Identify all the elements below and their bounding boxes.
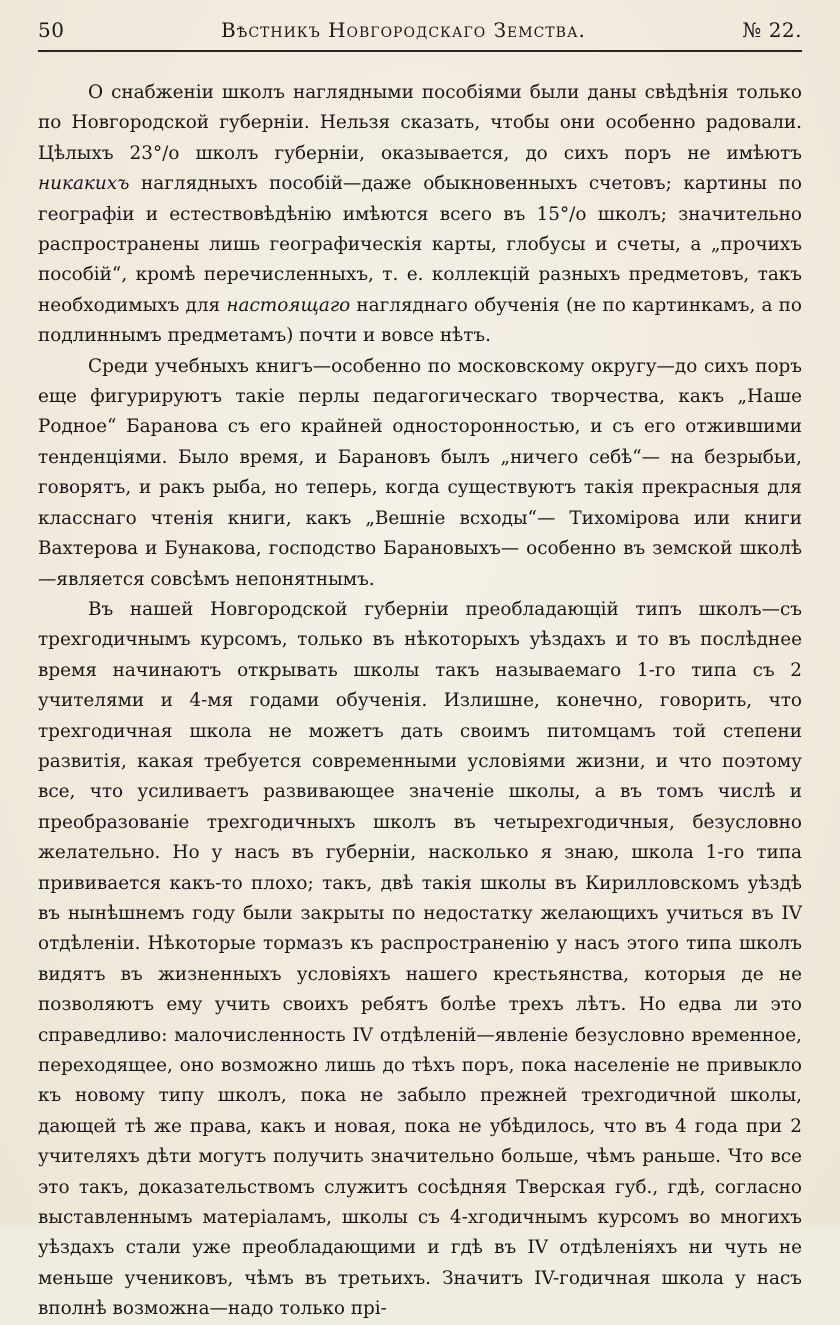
running-header	[38, 18, 802, 48]
article-body	[38, 78, 802, 1325]
paragraph-1-text-a: О снабженіи школъ наглядными пособіями были даны свѣдѣнія только по Новгородской губерніи. Нельзя сказать, чтобы они особенно радовали. Цѣлыхъ 23°/о школъ губерніи, оказывается, до сихъ поръ не имѣютъ	[38, 82, 802, 164]
emphasis-nastoyashchago: настоящаго	[226, 294, 351, 316]
journal-title: Вѣстникъ Новгородскаго Земства.	[220, 18, 586, 42]
paragraph-teaching-aids	[38, 78, 802, 352]
issue-number: № 22.	[742, 18, 802, 42]
page-number: 50	[38, 18, 65, 42]
emphasis-nikakikh: никакихъ	[38, 173, 130, 195]
paragraph-school-types: Въ нашей Новгородской губерніи преобладающій типъ школъ—съ трехгодичнымъ курсомъ, только въ нѣкоторыхъ уѣздахъ и то въ послѣднее время начинаютъ открывать школы такъ называемаго 1-го типа съ 2 учителями и 4-мя годами обученія. Излишне, конечно, говорить, что трехгодичная школа не можетъ дать своимъ питомцамъ той степени развитія, какая требуется современными условіями жизни, и что поэтому все, что усиливаетъ развивающее значеніе школы, а въ томъ числѣ и преобразованіе трехгодичныхъ школъ въ четырехгодичныя, безусловно желательно. Но у насъ въ губерніи, насколько я знаю, школа 1-го типа прививается какъ-то плохо; такъ, двѣ такія школы въ Кирилловскомъ уѣздѣ въ нынѣшнемъ году были закрыты по недостатку желающихъ учиться въ IV отдѣленіи. Нѣкоторые тормазъ къ распространенію у насъ этого типа школъ видятъ въ жизненныхъ условіяхъ нашего крестьянства, которыя де не позволяютъ ему учить своихъ ребятъ болѣе трехъ лѣтъ. Но едва ли это справедливо: малочисленность IV отдѣленій—явленіе безусловно временное, переходящее, оно возможно лишь до тѣхъ поръ, пока населеніе не привыкло къ новому типу школъ, пока не забыло прежней трехгодичной школы, дающей тѣ же права, какъ и новая, пока не убѣдилось, что въ 4 года при 2 учителяхъ дѣти могутъ получить значительно больше, чѣмъ раньше. Что все это такъ, доказательствомъ служитъ сосѣдняя Тверская губ., гдѣ, согласно выставленнымъ матеріаламъ, школы съ 4-хгодичнымъ курсомъ во многихъ уѣздахъ стали уже преобладающими и гдѣ въ IV отдѣленіяхъ ни чуть не меньше учениковъ, чѣмъ въ третьихъ. Значитъ IV-годичная школа у насъ вполнѣ возможна—надо только прі-	[38, 598, 802, 1320]
header-rule	[38, 50, 802, 52]
paragraph-1-text-c: нагляднаго обученія (не по картинкамъ, а по подлиннымъ предметамъ) почти и вовсе нѣтъ.	[38, 294, 803, 347]
paragraph-1-text-b: наглядныхъ пособій—даже обыкновенныхъ счетовъ; картины по географіи и естествовѣдѣнію имѣются всего въ 15°/о школъ; значительно распространены лишь географическія карты, глобусы и счеты, а „прочихъ пособій“, кромѣ перечисленныхъ, т. е. коллекцій разныхъ предметовъ, такъ необходимыхъ для	[38, 173, 802, 316]
paragraph-textbooks: Среди учебныхъ книгъ—особенно по московскому округу—до сихъ поръ еще фигурируютъ такіе перлы педагогическаго творчества, какъ „Наше Родное“ Баранова съ его крайней односторонностью, и съ его отжившими тенденціями. Было время, и Барановъ былъ „ничего себѣ“— на безрыбьи, говорятъ, и ракъ рыба, но теперь, когда существуютъ такія прекрасныя для класснаго чтенія книги, какъ „Вешніе всходы“— Тихоміровa или книги Вахтерова и Бунакова, господство Барановыхъ— особенно въ земской школѣ—является совсѣмъ непонятнымъ.	[38, 355, 802, 590]
